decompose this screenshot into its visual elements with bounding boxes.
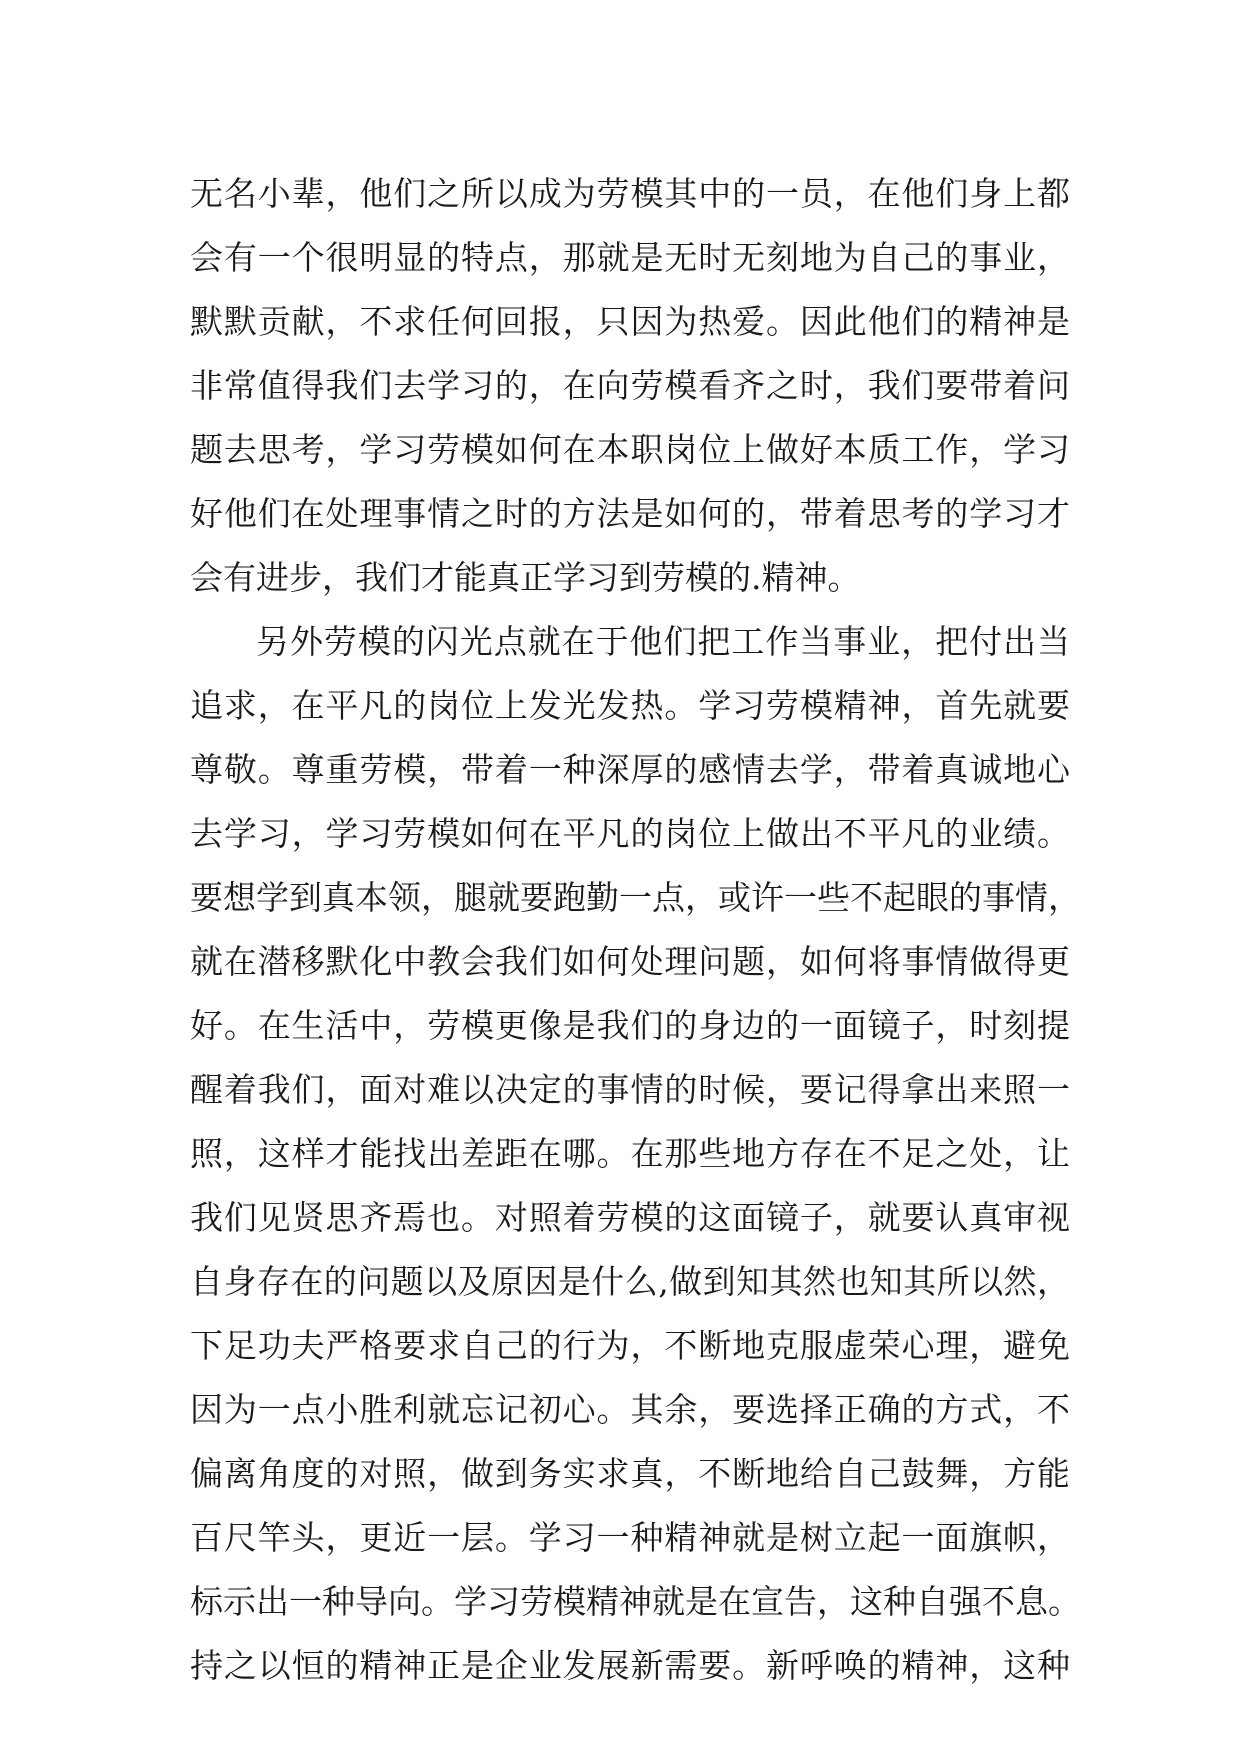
paragraph-2	[190, 610, 1081, 1698]
text-line: 会有一个很明显的特点，那就是无时无刻地为自己的事业，	[190, 238, 1070, 277]
text-line: 好。在生活中，劳模更像是我们的身边的一面镜子，时刻提	[190, 1006, 1070, 1045]
text-line: 标示出一种导向。学习劳模精神就是在宣告，这种自强不息。	[190, 1582, 1081, 1621]
text-line: 去学习，学习劳模如何在平凡的岗位上做出不平凡的业绩。	[190, 814, 1070, 853]
text-line: 好他们在处理事情之时的方法是如何的，带着思考的学习才	[190, 494, 1070, 533]
text-line: 偏离角度的对照，做到务实求真，不断地给自己鼓舞，方能	[190, 1454, 1070, 1493]
document-body	[190, 162, 1081, 1698]
text-line: 要想学到真本领，腿就要跑勤一点，或许一些不起眼的事情，	[190, 878, 1081, 917]
text-line: 因为一点小胜利就忘记初心。其余，要选择正确的方式，不	[190, 1390, 1070, 1429]
text-line: 就在潜移默化中教会我们如何处理问题，如何将事情做得更	[190, 942, 1070, 981]
text-line: 题去思考，学习劳模如何在本职岗位上做好本质工作，学习	[190, 430, 1070, 469]
text-line: 默默贡献，不求任何回报，只因为热爱。因此他们的精神是	[190, 302, 1070, 341]
text-line: 照，这样才能找出差距在哪。在那些地方存在不足之处，让	[190, 1134, 1070, 1173]
paragraph-1	[190, 162, 1070, 610]
text-line: 追求，在平凡的岗位上发光发热。学习劳模精神，首先就要	[190, 686, 1070, 725]
text-line: 无名小辈，他们之所以成为劳模其中的一员，在他们身上都	[190, 174, 1070, 213]
text-line: 持之以恒的精神正是企业发展新需要。新呼唤的精神，这种	[190, 1646, 1070, 1685]
text-line: 百尺竿头，更近一层。学习一种精神就是树立起一面旗帜，	[190, 1518, 1070, 1557]
text-line: 另外劳模的闪光点就在于他们把工作当事业，把付出当	[256, 622, 1070, 661]
text-line: 我们见贤思齐焉也。对照着劳模的这面镜子，就要认真审视	[190, 1198, 1070, 1237]
text-line: 自身存在的问题以及原因是什么,做到知其然也知其所以然，	[190, 1262, 1070, 1301]
text-line: 下足功夫严格要求自己的行为，不断地克服虚荣心理，避免	[190, 1326, 1070, 1365]
text-line: 会有进步，我们才能真正学习到劳模的.精神。	[190, 558, 861, 597]
text-line: 尊敬。尊重劳模，带着一种深厚的感情去学，带着真诚地心	[190, 750, 1070, 789]
text-line: 非常值得我们去学习的，在向劳模看齐之时，我们要带着问	[190, 366, 1070, 405]
text-line: 醒着我们，面对难以决定的事情的时候，要记得拿出来照一	[190, 1070, 1070, 1109]
